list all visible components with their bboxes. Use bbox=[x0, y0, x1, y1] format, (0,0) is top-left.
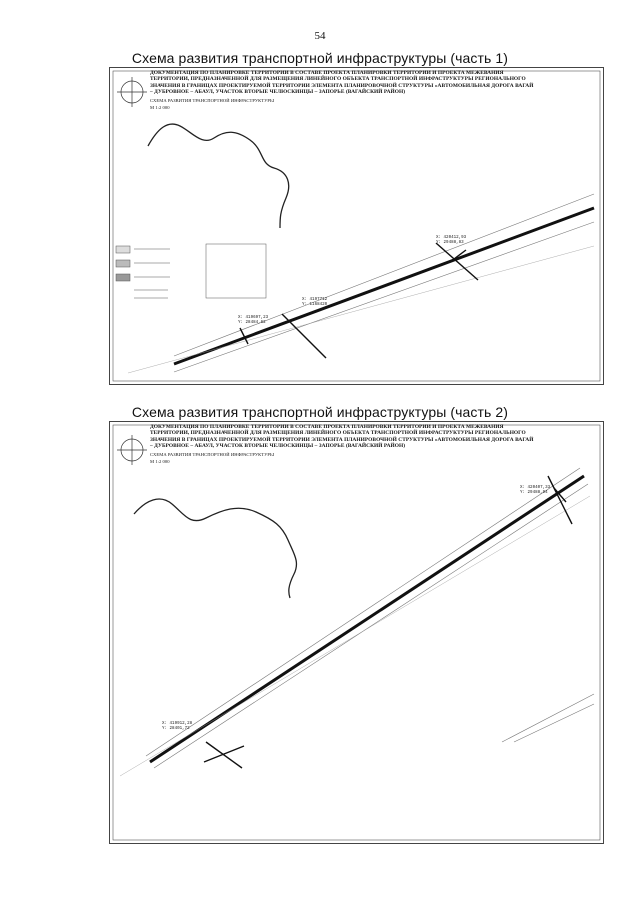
road-intersections bbox=[240, 243, 478, 358]
coordinate-label: X: 420407,33 Y: 29488,94 bbox=[520, 486, 551, 495]
section-heading-part-2: Схема развития транспортной инфраструктуры (часть 2) bbox=[131, 404, 509, 420]
coordinate-label: X: 419912,28 Y: 28401,72 bbox=[162, 722, 193, 731]
sheet-subtitle: СХЕМА РАЗВИТИЯ ТРАНСПОРТНОЙ ИНФРАСТРУКТУРЫ bbox=[150, 451, 275, 457]
map-drawing-part-1 bbox=[110, 68, 603, 384]
situation-plan-river bbox=[148, 124, 289, 228]
sheet-title-text: ДОКУМЕНТАЦИЯ ПО ПЛАНИРОВКЕ ТЕРРИТОРИИ В СОСТАВЕ ПРОЕКТА ПЛАНИРОВКИ ТЕРРИТОРИИ И ПРОЕКТА МЕЖЕВАНИЯ ТЕРРИТОРИИ, ПРЕДНАЗНАЧЕННОЙ ДЛЯ РАЗМЕЩЕНИЯ ЛИНЕЙНОГО ОБЪЕКТА ТРАНСПОРТНОЙ ИНФРАСТРУКТУРЫ РЕГИОНАЛЬНОГО ЗНАЧЕНИЯ В ГРАНИЦАХ ПРОЕКТИРУЕМОЙ ТЕРРИТОРИИ ЭЛЕМЕНТА ПЛАНИРОВОЧНОЙ СТРУКТУРЫ «АВТОМОБИЛЬНАЯ ДОРОГА ВАГАЙ – ДУБРОВНОЕ – АБАУЛ, УЧАСТОК ВТОРЫЕ ЧЕЛЮСКИНЦЫ – ЗАПОРЬЕ (ВАГАЙСКИЙ РАЙОН) bbox=[150, 70, 534, 96]
situation-plan-river bbox=[134, 499, 296, 598]
coordinate-label: X: 4197712 Y: 1168420 bbox=[302, 298, 328, 307]
sheet-title-block bbox=[150, 424, 535, 464]
sheet-scale: М 1:2 000 bbox=[150, 104, 170, 110]
north-arrow-icon bbox=[117, 77, 147, 107]
page-number: 54 bbox=[314, 30, 326, 42]
section-heading-part-1: Схема развития транспортной инфраструктуры (часть 1) bbox=[131, 50, 509, 66]
sheet-title-block bbox=[150, 70, 535, 110]
map-sheet-part-1 bbox=[109, 67, 604, 385]
sheet-scale: М 1:2 000 bbox=[150, 458, 170, 464]
sheet-title-text: ДОКУМЕНТАЦИЯ ПО ПЛАНИРОВКЕ ТЕРРИТОРИИ В СОСТАВЕ ПРОЕКТА ПЛАНИРОВКИ ТЕРРИТОРИИ И ПРОЕКТА МЕЖЕВАНИЯ ТЕРРИТОРИИ, ПРЕДНАЗНАЧЕННОЙ ДЛЯ РАЗМЕЩЕНИЯ ЛИНЕЙНОГО ОБЪЕКТА ТРАНСПОРТНОЙ ИНФРАСТРУКТУРЫ РЕГИОНАЛЬНОГО ЗНАЧЕНИЯ В ГРАНИЦАХ ПРОЕКТИРУЕМОЙ ТЕРРИТОРИИ ЭЛЕМЕНТА ПЛАНИРОВОЧНОЙ СТРУКТУРЫ «АВТОМОБИЛЬНАЯ ДОРОГА ВАГАЙ – ДУБРОВНОЕ – АБАУЛ, УЧАСТОК ВТОРЫЕ ЧЕЛЮСКИНЦЫ – ЗАПОРЬЕ (ВАГАЙСКИЙ РАЙОН) bbox=[150, 424, 534, 450]
north-arrow-icon bbox=[117, 435, 147, 465]
legend-block bbox=[116, 244, 266, 298]
map-sheet-part-2 bbox=[109, 421, 604, 844]
sheet-subtitle: СХЕМА РАЗВИТИЯ ТРАНСПОРТНОЙ ИНФРАСТРУКТУРЫ bbox=[150, 97, 275, 103]
road-corridor bbox=[128, 194, 594, 373]
coordinate-label: X: 420412,93 Y: 29488,83 bbox=[436, 236, 467, 245]
coordinate-label: X: 419697,23 Y: 28484,62 bbox=[238, 316, 269, 325]
